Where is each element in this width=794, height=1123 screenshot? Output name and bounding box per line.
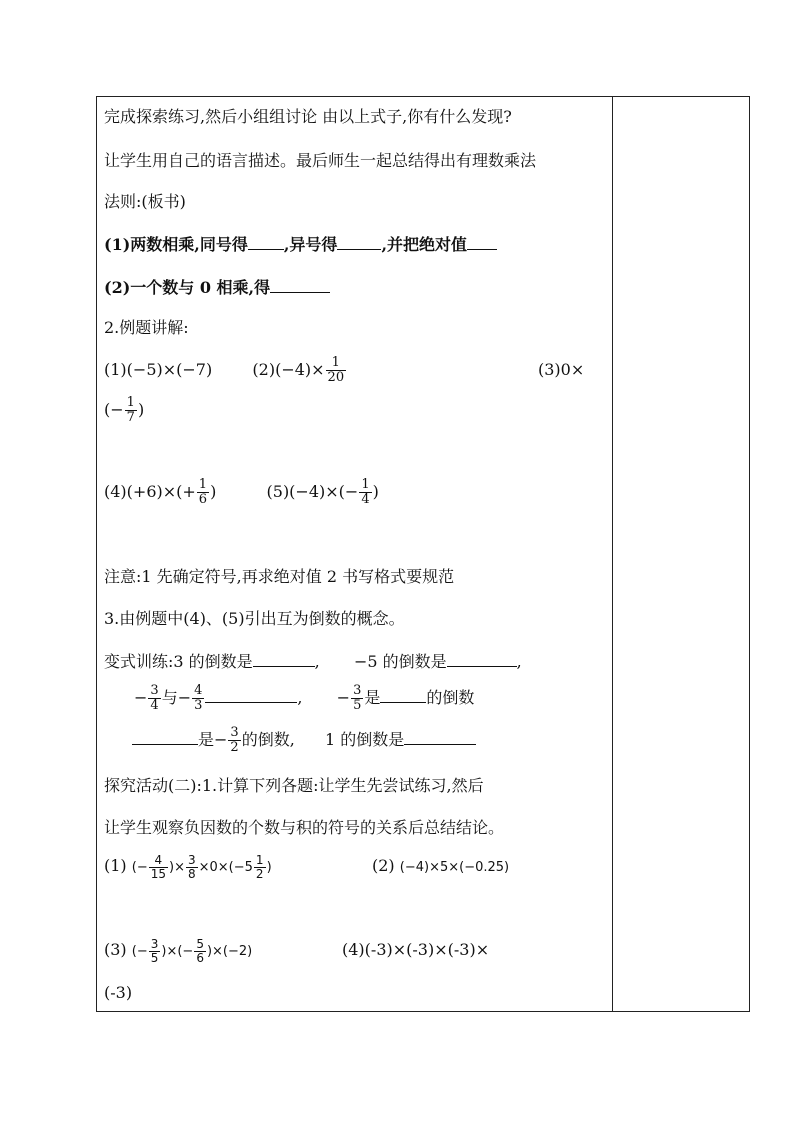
example-1: (1)(−5)×(−7) [104,360,213,379]
fraction: $\frac{1}{20}$ [327,355,345,385]
problem-3: (3) (− $\frac{3}{5}$ )×(− $\frac{5}{6}$ )×(−2) [104,937,253,965]
blank [404,728,476,745]
rule-2-text: (2)一个数与 0 相乘,得 [104,278,271,297]
fraction: $\frac{1}{4}$ [361,477,370,507]
blank [467,233,497,250]
activity-line-1: 探究活动(二):1.计算下列各题:让学生先尝试练习,然后 [104,776,484,795]
intro-line-3: 法则:(板书) [104,192,186,211]
blank [253,650,315,667]
fraction: $\frac{3}{4}$ [150,683,159,713]
examples-row-1 [104,352,347,388]
example-4: (4)(+6)×(+ [104,482,196,501]
fraction: $\frac{1}{2}$ [255,853,264,881]
problem-4: (4)(-3)×(-3)×(-3)× [342,940,490,959]
reciprocal-heading: 3.由例题中(4)、(5)引出互为倒数的概念。 [104,609,405,628]
fraction: $\frac{3}{5}$ [353,683,362,713]
blank [447,650,517,667]
fraction: $\frac{3}{5}$ [150,937,159,965]
blank [270,276,330,293]
rule-1-text-c: ,并把绝对值 [381,235,468,254]
training-line-2: − $\frac{3}{4}$ 与− $\frac{4}{3}$ , − $\frac{3}{5}$ 是 的倒数 [134,683,475,713]
fraction: $\frac{4}{3}$ [194,683,203,713]
rule-1-text-a: (1)两数相乘,同号得 [104,235,248,254]
fraction: $\frac{5}{6}$ [196,937,204,965]
rule-1 [104,233,497,255]
blank [337,233,381,250]
examples-row-2: (4)(+6)×(+ $\frac{1}{6}$ ) (5)(−4)×(− $\frac{1}{4}$ ) [104,477,379,507]
column-divider [612,96,613,1012]
training-line-1: 变式训练:3 的倒数是 , −5 的倒数是 , [104,652,522,671]
example-3: (3)0× [538,360,585,379]
problem-2: (2) (−4)×5×(−0.25) [372,856,510,875]
blank [132,728,198,745]
example-2: (2)(−4)× [252,360,325,379]
example-5: (5)(−4)×(− [266,482,359,501]
rule-2 [104,276,330,298]
blank [248,233,284,250]
examples-heading: 2.例题讲解: [104,318,189,337]
example-3-cont: (− $\frac{1}{7}$ ) [104,395,145,425]
fraction: $\frac{1}{7}$ [126,395,135,425]
fraction: $\frac{1}{6}$ [198,477,208,507]
intro-line-2: 让学生用自己的语言描述。最后师生一起总结得出有理数乘法 [104,151,537,170]
intro-line-1: 完成探索练习,然后小组组讨论 由以上式子,你有什么发现? [104,107,512,126]
note: 注意:1 先确定符号,再求绝对值 2 书写格式要规范 [104,567,455,586]
fraction: $\frac{3}{2}$ [230,725,239,755]
fraction: $\frac{3}{8}$ [187,853,196,881]
training-line-3: 是− $\frac{3}{2}$ 的倒数, 1 的倒数是 [132,722,476,758]
problem-4-cont: (-3) [104,983,133,1002]
problem-1: (1) (− $\frac{4}{15}$ )× $\frac{3}{8}$ ×0×(−5 $\frac{1}{2}$ ) [104,853,272,881]
activity-line-2: 让学生观察负因数的个数与积的符号的关系后总结结论。 [104,818,505,837]
fraction: $\frac{4}{15}$ [150,853,167,881]
blank [380,686,426,703]
rule-1-text-b: ,异号得 [283,235,338,254]
blank [205,686,297,703]
